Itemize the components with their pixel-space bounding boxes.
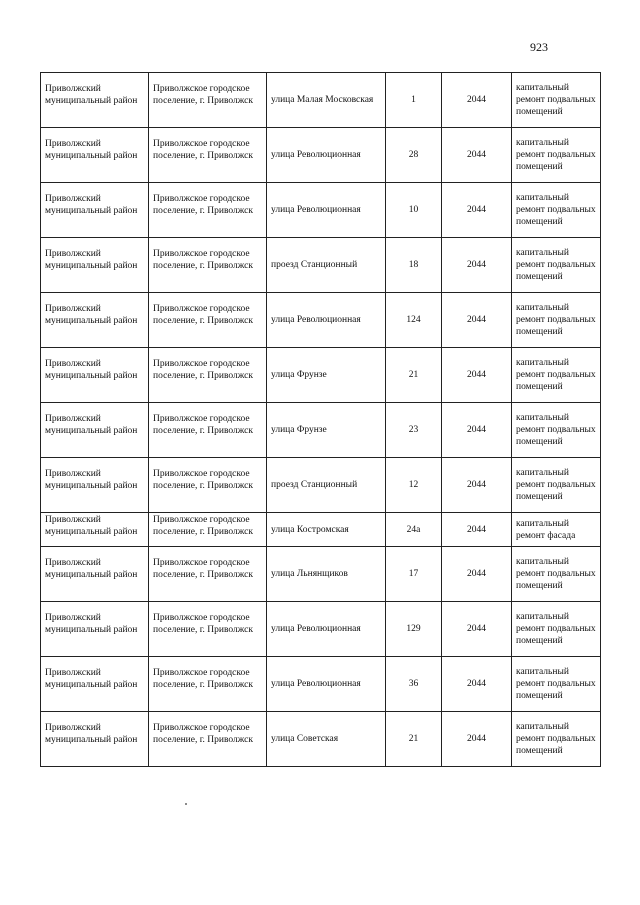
district-cell: Приволжский муниципальный район	[41, 458, 149, 513]
table-row	[41, 348, 601, 403]
work-type-cell: капитальный ремонт подвальных помещений	[512, 547, 601, 602]
street-cell: проезд Станционный	[267, 238, 386, 293]
year-cell: 2044	[442, 128, 512, 183]
table-row	[41, 458, 601, 513]
settlement-cell: Приволжское городское поселение, г. Приволжск	[149, 403, 267, 458]
settlement-cell: Приволжское городское поселение, г. Приволжск	[149, 657, 267, 712]
work-type-cell: капитальный ремонт фасада	[512, 513, 601, 547]
work-type-cell: капитальный ремонт подвальных помещений	[512, 348, 601, 403]
settlement-cell: Приволжское городское поселение, г. Приволжск	[149, 238, 267, 293]
street-cell: улица Революционная	[267, 128, 386, 183]
work-type-cell: капитальный ремонт подвальных помещений	[512, 458, 601, 513]
year-cell: 2044	[442, 602, 512, 657]
house-number-cell: 23	[386, 403, 442, 458]
table-row	[41, 73, 601, 128]
street-cell: улица Льнянщиков	[267, 547, 386, 602]
district-cell: Приволжский муниципальный район	[41, 238, 149, 293]
work-type-cell: капитальный ремонт подвальных помещений	[512, 238, 601, 293]
street-cell: улица Революционная	[267, 293, 386, 348]
year-cell: 2044	[442, 348, 512, 403]
year-cell: 2044	[442, 73, 512, 128]
house-number-cell: 124	[386, 293, 442, 348]
work-type-cell: капитальный ремонт подвальных помещений	[512, 293, 601, 348]
house-number-cell: 1	[386, 73, 442, 128]
page-number: 923	[530, 40, 548, 54]
settlement-cell: Приволжское городское поселение, г. Приволжск	[149, 712, 267, 767]
house-number-cell: 12	[386, 458, 442, 513]
street-cell: улица Революционная	[267, 657, 386, 712]
district-cell: Приволжский муниципальный район	[41, 513, 149, 547]
district-cell: Приволжский муниципальный район	[41, 403, 149, 458]
house-number-cell: 129	[386, 602, 442, 657]
year-cell: 2044	[442, 458, 512, 513]
district-cell: Приволжский муниципальный район	[41, 128, 149, 183]
district-cell: Приволжский муниципальный район	[41, 602, 149, 657]
table-row	[41, 602, 601, 657]
work-type-cell: капитальный ремонт подвальных помещений	[512, 403, 601, 458]
year-cell: 2044	[442, 183, 512, 238]
house-number-cell: 10	[386, 183, 442, 238]
house-number-cell: 28	[386, 128, 442, 183]
table-row	[41, 657, 601, 712]
settlement-cell: Приволжское городское поселение, г. Приволжск	[149, 513, 267, 547]
settlement-cell: Приволжское городское поселение, г. Приволжск	[149, 293, 267, 348]
work-type-cell: капитальный ремонт подвальных помещений	[512, 183, 601, 238]
district-cell: Приволжский муниципальный район	[41, 73, 149, 128]
work-type-cell: капитальный ремонт подвальных помещений	[512, 602, 601, 657]
settlement-cell: Приволжское городское поселение, г. Приволжск	[149, 128, 267, 183]
work-type-cell: капитальный ремонт подвальных помещений	[512, 712, 601, 767]
year-cell: 2044	[442, 403, 512, 458]
year-cell: 2044	[442, 238, 512, 293]
street-cell: улица Революционная	[267, 602, 386, 657]
district-cell: Приволжский муниципальный район	[41, 547, 149, 602]
district-cell: Приволжский муниципальный район	[41, 293, 149, 348]
work-type-cell: капитальный ремонт подвальных помещений	[512, 128, 601, 183]
street-cell: проезд Станционный	[267, 458, 386, 513]
table-row	[41, 547, 601, 602]
settlement-cell: Приволжское городское поселение, г. Приволжск	[149, 458, 267, 513]
work-type-cell: капитальный ремонт подвальных помещений	[512, 657, 601, 712]
settlement-cell: Приволжское городское поселение, г. Приволжск	[149, 547, 267, 602]
settlement-cell: Приволжское городское поселение, г. Приволжск	[149, 348, 267, 403]
table-row	[41, 238, 601, 293]
year-cell: 2044	[442, 513, 512, 547]
house-number-cell: 17	[386, 547, 442, 602]
house-number-cell: 18	[386, 238, 442, 293]
district-cell: Приволжский муниципальный район	[41, 657, 149, 712]
street-cell: улица Революционная	[267, 183, 386, 238]
table-row	[41, 403, 601, 458]
street-cell: улица Костромская	[267, 513, 386, 547]
district-cell: Приволжский муниципальный район	[41, 183, 149, 238]
district-cell: Приволжский муниципальный район	[41, 348, 149, 403]
street-cell: улица Фрунзе	[267, 403, 386, 458]
work-type-cell: капитальный ремонт подвальных помещений	[512, 73, 601, 128]
street-cell: улица Малая Московская	[267, 73, 386, 128]
scan-speck	[185, 803, 187, 805]
year-cell: 2044	[442, 293, 512, 348]
table-row	[41, 513, 601, 547]
settlement-cell: Приволжское городское поселение, г. Приволжск	[149, 602, 267, 657]
table-row	[41, 712, 601, 767]
year-cell: 2044	[442, 657, 512, 712]
house-number-cell: 24а	[386, 513, 442, 547]
settlement-cell: Приволжское городское поселение, г. Приволжск	[149, 73, 267, 128]
house-number-cell: 21	[386, 348, 442, 403]
table-row	[41, 128, 601, 183]
year-cell: 2044	[442, 547, 512, 602]
street-cell: улица Фрунзе	[267, 348, 386, 403]
settlement-cell: Приволжское городское поселение, г. Приволжск	[149, 183, 267, 238]
table-row	[41, 183, 601, 238]
house-number-cell: 21	[386, 712, 442, 767]
year-cell: 2044	[442, 712, 512, 767]
street-cell: улица Советская	[267, 712, 386, 767]
table-row	[41, 293, 601, 348]
district-cell: Приволжский муниципальный район	[41, 712, 149, 767]
registry-table	[40, 72, 601, 767]
house-number-cell: 36	[386, 657, 442, 712]
